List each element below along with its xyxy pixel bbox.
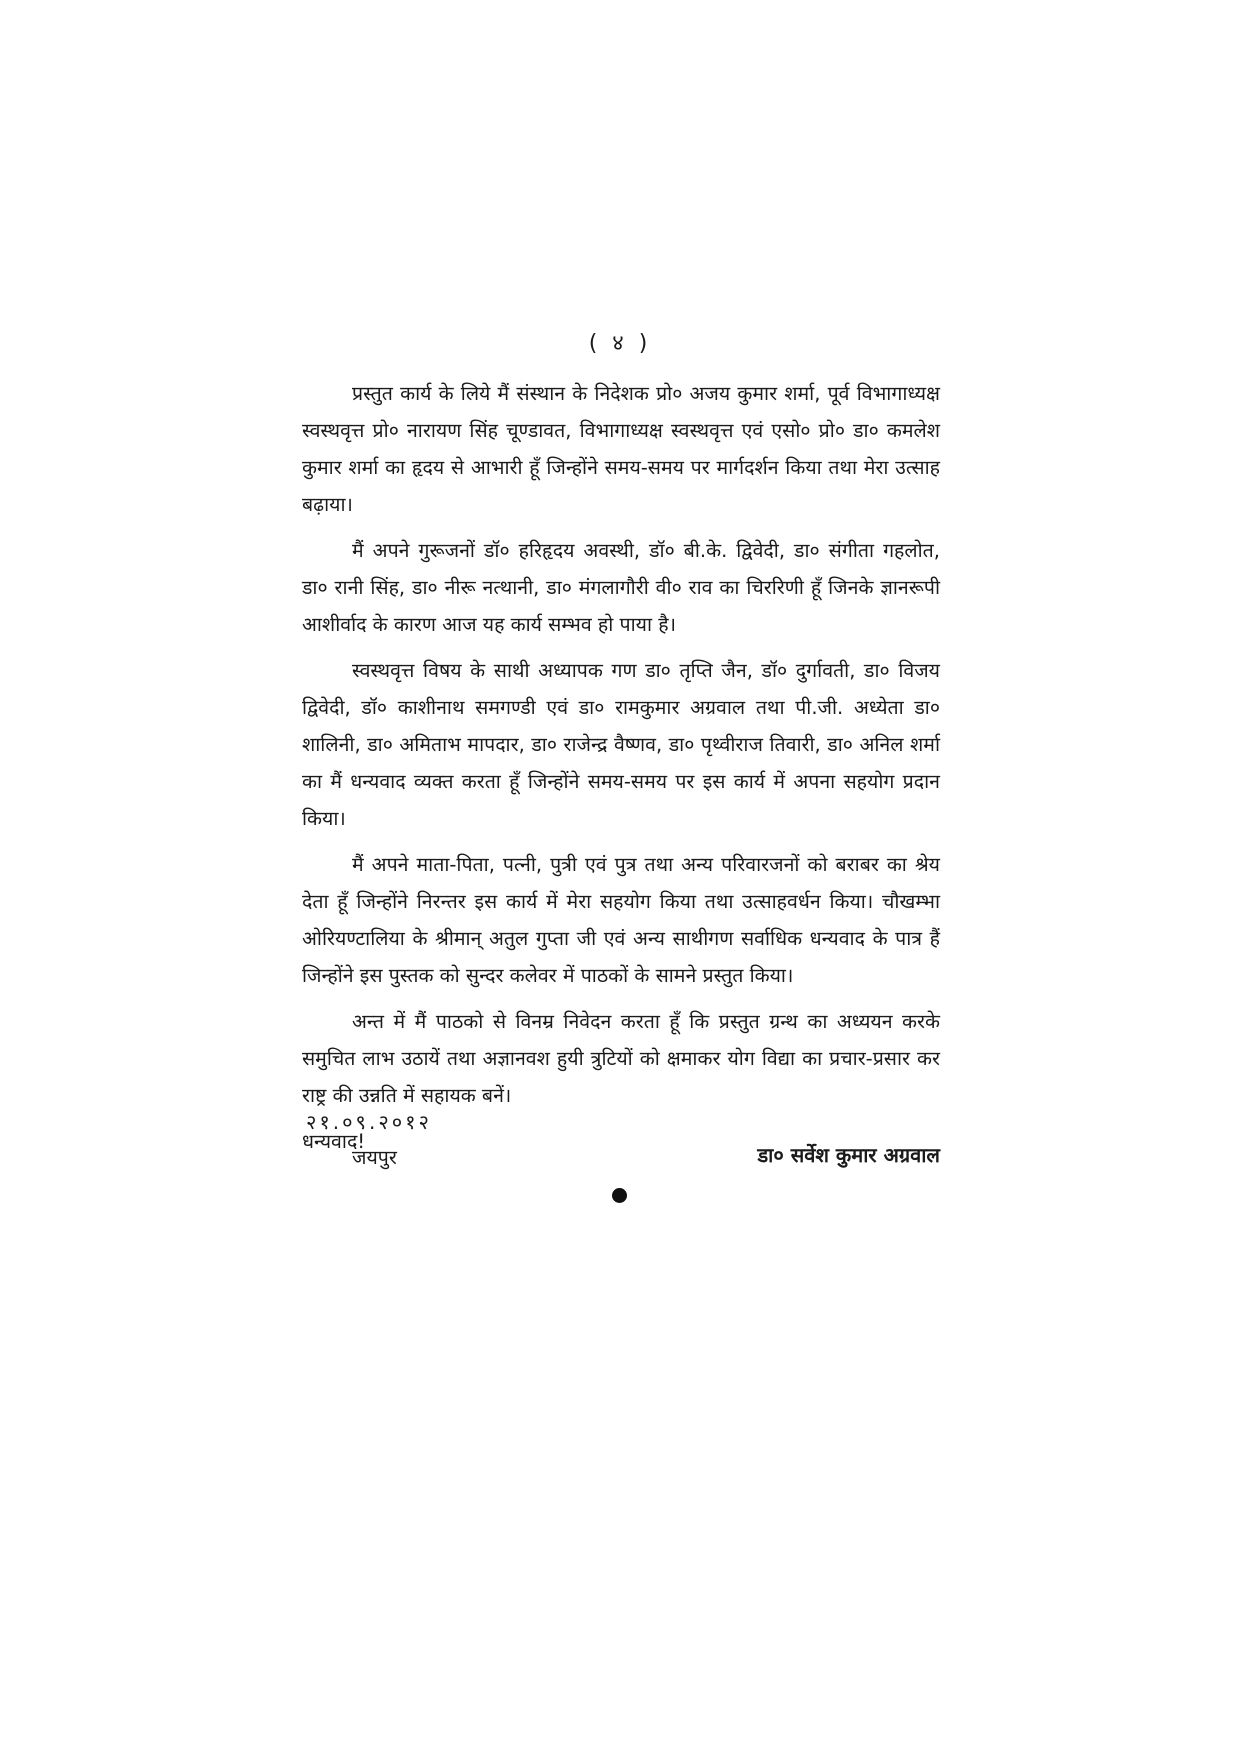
acknowledgement-body — [302, 375, 940, 1160]
closing-thanks: धन्यवाद! — [302, 1130, 366, 1153]
date: २१.०९.२०१२ — [306, 1110, 432, 1134]
paragraph: मैं अपने गुरूजनों डॉ० हरिहृदय अवस्थी, डॉ० बी.के. द्विवेदी, डा० संगीता गहलोत, डा० रानी सिंह, डा० नीरू नत्थानी, डा० मंगलागौरी वी० राव का चिररिणी हूँ जिनके ज्ञानरूपी आशीर्वाद के कारण आज यह कार्य सम्भव हो पाया है। — [302, 539, 940, 636]
paragraph: मैं अपने माता-पिता, पत्नी, पुत्री एवं पुत्र तथा अन्य परिवारजनों को बराबर का श्रेय देता हूँ जिन्होंने निरन्तर इस कार्य में मेरा सहयोग किया तथा उत्साहवर्धन किया। चौखम्भा ओरियण्टालिया के श्रीमान् अतुल गुप्ता जी एवं अन्य साथीगण सर्वाधिक धन्यवाद के पात्र हैं जिन्होंने इस पुस्तक को सुन्दर कलेवर में पाठकों के सामने प्रस्तुत किया। — [302, 853, 940, 987]
paragraph: प्रस्तुत कार्य के लिये मैं संस्थान के निदेशक प्रो० अजय कुमार शर्मा, पूर्व विभागाध्यक्ष स्वस्थवृत्त प्रो० नारायण सिंह चूण्डावत, विभागाध्यक्ष स्वस्थवृत्त एवं एसो० प्रो० डा० कमलेश कुमार शर्मा का हृदय से आभारी हूँ जिन्होंने समय-समय पर मार्गदर्शन किया तथा मेरा उत्साह बढ़ाया। — [302, 382, 940, 516]
author-signature: डा० सर्वेश कुमार अग्रवाल — [757, 1143, 940, 1167]
paragraph: अन्त में मैं पाठको से विनम्र निवेदन करता हूँ कि प्रस्तुत ग्रन्थ का अध्ययन करके समुचित लाभ उठायें तथा अज्ञानवश हुयी त्रुटियों को क्षमाकर योग विद्या का प्रचार-प्रसार कर राष्ट्र की उन्नति में सहायक बनें। — [302, 1010, 940, 1107]
paragraph: स्वस्थवृत्त विषय के साथी अध्यापक गण डा० तृप्ति जैन, डॉ० दुर्गावती, डा० विजय द्विवेदी, डॉ० काशीनाथ समगण्डी एवं डा० रामकुमार अग्रवाल तथा पी.जी. अध्येता डा० शालिनी, डा० अमिताभ मापदार, डा० राजेन्द्र वैष्णव, डा० पृथ्वीराज तिवारी, डा० अनिल शर्मा का मैं धन्यवाद व्यक्त करता हूँ जिन्होंने समय-समय पर इस कार्य में अपना सहयोग प्रदान किया। — [302, 659, 940, 830]
page-number: ( ४ ) — [588, 331, 652, 356]
place: जयपुर — [352, 1146, 397, 1169]
end-bullet-dot — [612, 1188, 627, 1203]
